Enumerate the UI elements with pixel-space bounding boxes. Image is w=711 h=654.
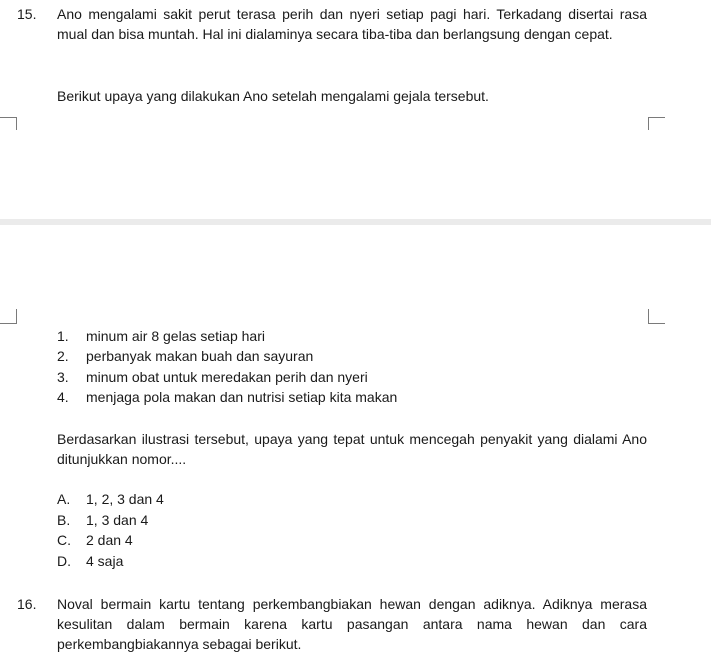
list-item-number: 4.	[57, 389, 69, 405]
answer-option-b[interactable]	[57, 510, 148, 530]
list-item-text: perbanyak makan buah dan sayuran	[86, 348, 314, 364]
option-text: 1, 2, 3 dan 4	[86, 491, 164, 507]
option-text: 2 dan 4	[86, 532, 133, 548]
question-15-prompt: Berdasarkan ilustrasi tersebut, upaya yang tepat untuk mencegah penyakit yang dialami Ano ditunjukkan nomor....	[57, 431, 647, 467]
list-item-text: minum obat untuk meredakan perih dan nyeri	[86, 369, 368, 385]
crop-corner-bottom-right	[648, 309, 665, 324]
option-text: 4 saja	[86, 553, 124, 569]
question-15-number: 15.	[17, 6, 37, 22]
crop-corner-top-right	[648, 117, 665, 130]
answer-option-a[interactable]	[57, 489, 164, 509]
list-item-text: minum air 8 gelas setiap hari	[86, 328, 265, 344]
option-letter: D.	[57, 553, 71, 569]
crop-corner-bottom-left	[0, 309, 17, 324]
option-letter: B.	[57, 512, 71, 528]
answer-option-d[interactable]	[57, 551, 123, 571]
list-item	[57, 387, 397, 407]
crop-corner-top-left	[0, 117, 17, 130]
list-item	[57, 326, 265, 346]
answer-option-c[interactable]	[57, 530, 133, 550]
list-item	[57, 346, 313, 366]
option-letter: C.	[57, 532, 71, 548]
option-letter: A.	[57, 491, 71, 507]
question-15-intro: Berikut upaya yang dilakukan Ano setelah mengalami gejala tersebut.	[57, 88, 489, 104]
list-item-number: 3.	[57, 369, 69, 385]
image-divider-band	[0, 219, 711, 225]
question-15-text: Ano mengalami sakit perut terasa perih dan nyeri setiap pagi hari. Terkadang disertai rasa mual dan bisa muntah. Hal ini dialaminya secara tiba-tiba dan berlangsung dengan cepat.	[57, 6, 647, 42]
question-16-number: 16.	[17, 596, 37, 612]
list-item-number: 1.	[57, 328, 69, 344]
option-text: 1, 3 dan 4	[86, 512, 149, 528]
question-16-text: Noval bermain kartu tentang perkembangbiakan hewan dengan adiknya. Adiknya merasa kesulitan dalam bermain karena kartu pasangan antara nama hewan dan cara perkembangbiakannya sebagai berikut.	[57, 596, 647, 652]
list-item-number: 2.	[57, 348, 69, 364]
list-item-text: menjaga pola makan dan nutrisi setiap kita makan	[86, 389, 398, 405]
list-item	[57, 367, 368, 387]
